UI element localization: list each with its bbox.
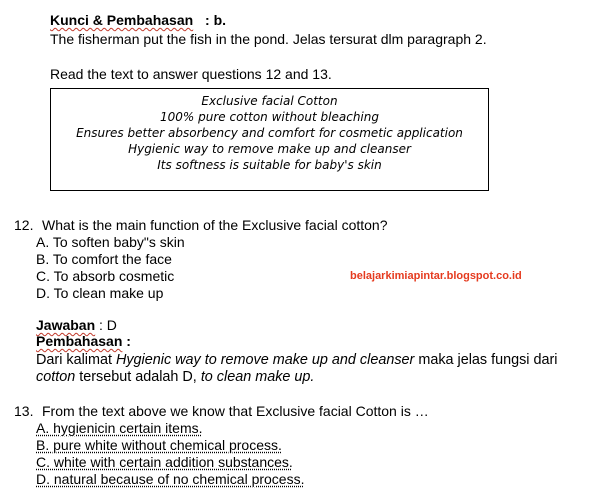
question-13-option-a: A. hygienicin certain items.: [36, 420, 203, 436]
answer-value: : D: [99, 317, 117, 333]
key-label: Kunci & Pembahasan: [50, 12, 194, 28]
key-heading: [50, 12, 226, 29]
question-12-option-d: D. To clean make up: [36, 285, 164, 301]
answer-12-line: [36, 317, 117, 334]
blog-watermark: belajarkimiapintar.blogspot.co.id: [350, 270, 522, 282]
question-12-option-c: C. To absorb cosmetic: [36, 268, 175, 284]
question-13-option-b: B. pure white without chemical process.: [36, 437, 282, 453]
discussion-line-1-prefix: Dari kalimat: [36, 352, 116, 368]
answer-label: Jawaban: [36, 317, 96, 333]
question-13-option-d: D. natural because of no chemical process.: [36, 471, 305, 487]
discussion-line-2-mid: tersebut adalah D,: [75, 369, 201, 385]
question-12-text: What is the main function of the Exclusive facial cotton?: [42, 217, 388, 233]
question-12-option-b: B. To comfort the face: [36, 251, 172, 267]
discussion-quote: Hygienic way to remove make up and cleanser: [115, 352, 415, 368]
question-12-option-a: A. To soften baby"s skin: [36, 234, 185, 250]
ad-line-title: Exclusive facial Cotton: [201, 94, 338, 108]
reading-instruction: Read the text to answer questions 12 and 13.: [50, 66, 332, 82]
ad-line-5: Its softness is suitable for baby's skin: [157, 158, 382, 172]
discussion-colon: :: [126, 333, 131, 349]
advertisement-box: [50, 88, 489, 191]
discussion-label: Pembahasan: [36, 333, 123, 349]
discussion-line-2-prefix: cotton: [36, 369, 76, 385]
key-answer: : b.: [205, 12, 227, 28]
question-13-option-c: C. white with certain addition substances.: [36, 454, 293, 470]
question-13-number: 13.: [14, 403, 34, 419]
discussion-line-1-suffix: maka jelas fungsi dari: [414, 352, 558, 368]
discussion-line-1: [36, 352, 558, 369]
question-12-number: 12.: [14, 217, 34, 233]
ad-line-3: Ensures better absorbency and comfort for cosmetic application: [76, 126, 463, 140]
ad-line-2: 100% pure cotton without bleaching: [160, 110, 379, 124]
question-13-text: From the text above we know that Exclusive facial Cotton is …: [42, 403, 429, 419]
discussion-line-2: [36, 369, 314, 386]
discussion-heading: [36, 333, 131, 350]
discussion-answer-quote: to clean make up.: [200, 369, 315, 385]
key-explanation: The fisherman put the fish in the pond. Jelas tersurat dlm paragraph 2.: [50, 31, 487, 47]
ad-line-4: Hygienic way to remove make up and cleanser: [128, 142, 411, 156]
